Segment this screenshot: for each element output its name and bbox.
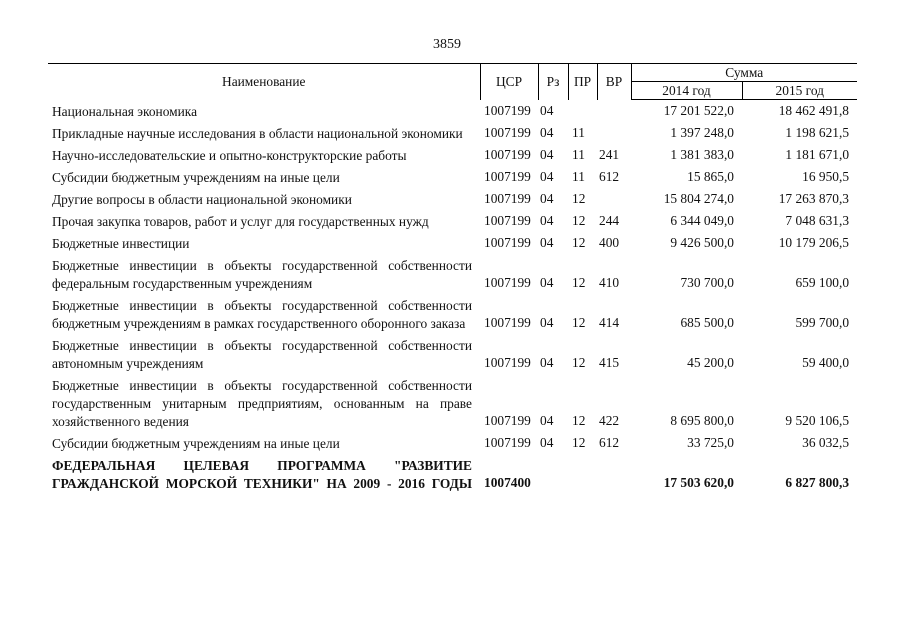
row-pr: 12 xyxy=(572,190,586,206)
table-row xyxy=(48,188,857,210)
row-amount-2014: 17 503 620,0 xyxy=(663,474,734,490)
row-amount-2014: 9 426 500,0 xyxy=(670,234,734,250)
table-row xyxy=(48,254,857,294)
row-vr: 410 xyxy=(599,274,620,290)
row-csr: 1007199 xyxy=(484,146,531,162)
row-amount-2014: 45 200,0 xyxy=(687,354,734,370)
row-pr: 12 xyxy=(572,234,586,250)
row-pr xyxy=(568,100,597,122)
row-vr xyxy=(597,100,631,122)
row-pr xyxy=(568,454,597,494)
row-amount-2015: 36 032,5 xyxy=(802,434,850,450)
row-name: Научно-исследовательские и опытно-конструкторские работы xyxy=(52,147,407,163)
row-amount-2015: 6 827 800,3 xyxy=(785,474,850,490)
row-csr: 1007199 xyxy=(484,234,531,250)
row-vr: 244 xyxy=(599,212,620,228)
header-csr: ЦСР xyxy=(480,64,538,100)
row-vr: 612 xyxy=(599,434,620,450)
row-csr: 1007199 xyxy=(484,190,531,206)
page-number: 3859 xyxy=(433,37,461,52)
row-name: Другие вопросы в области национальной экономики xyxy=(52,191,352,207)
table-header xyxy=(48,64,857,100)
row-pr: 12 xyxy=(572,212,586,228)
row-vr: 400 xyxy=(599,234,620,250)
row-rz: 04 xyxy=(540,274,554,290)
header-sum: Сумма xyxy=(631,64,857,82)
row-pr: 12 xyxy=(572,434,586,450)
header-vr: ВР xyxy=(597,64,631,100)
row-rz: 04 xyxy=(540,168,554,184)
row-csr: 1007199 xyxy=(484,274,531,290)
row-amount-2015: 17 263 870,3 xyxy=(778,190,850,206)
row-pr: 11 xyxy=(572,168,585,184)
header-pr: ПР xyxy=(568,64,597,100)
row-rz: 04 xyxy=(540,190,554,206)
row-amount-2015: 7 048 631,3 xyxy=(785,212,850,228)
row-name: Бюджетные инвестиции в объекты государственной собственности автономным учреждениям xyxy=(52,337,472,371)
row-csr: 1007199 xyxy=(484,314,531,330)
budget-table-container xyxy=(48,63,857,494)
row-rz: 04 xyxy=(540,212,554,228)
row-vr xyxy=(597,188,631,210)
budget-table xyxy=(48,63,857,494)
row-amount-2014: 6 344 049,0 xyxy=(670,212,734,228)
row-amount-2015: 59 400,0 xyxy=(802,354,850,370)
header-name: Наименование xyxy=(48,64,480,100)
row-amount-2014: 685 500,0 xyxy=(680,314,734,330)
row-rz: 04 xyxy=(540,102,554,118)
table-row xyxy=(48,232,857,254)
row-amount-2014: 1 397 248,0 xyxy=(670,124,734,140)
row-amount-2015: 1 181 671,0 xyxy=(785,146,850,162)
row-rz: 04 xyxy=(540,412,554,428)
row-pr: 12 xyxy=(572,274,586,290)
row-csr: 1007199 xyxy=(484,354,531,370)
row-csr: 1007199 xyxy=(484,212,531,228)
row-name: Субсидии бюджетным учреждениям на иные цели xyxy=(52,169,340,185)
table-row xyxy=(48,122,857,144)
row-vr: 414 xyxy=(599,314,620,330)
row-vr: 612 xyxy=(599,168,620,184)
row-vr: 241 xyxy=(599,146,620,162)
row-amount-2014: 8 695 800,0 xyxy=(670,412,734,428)
header-year-2015: 2015 год xyxy=(742,82,857,100)
row-csr: 1007199 xyxy=(484,102,531,118)
row-amount-2014: 15 804 274,0 xyxy=(663,190,734,206)
row-vr xyxy=(597,122,631,144)
row-csr: 1007199 xyxy=(484,168,531,184)
table-body xyxy=(48,100,857,494)
table-row xyxy=(48,210,857,232)
row-rz: 04 xyxy=(540,434,554,450)
row-csr: 1007199 xyxy=(484,412,531,428)
row-amount-2014: 1 381 383,0 xyxy=(670,146,734,162)
row-csr: 1007400 xyxy=(484,474,531,490)
row-rz: 04 xyxy=(540,354,554,370)
row-name: Субсидии бюджетным учреждениям на иные цели xyxy=(52,435,340,451)
row-name: ФЕДЕРАЛЬНАЯ ЦЕЛЕВАЯ ПРОГРАММА "РАЗВИТИЕ ГРАЖДАНСКОЙ МОРСКОЙ ТЕХНИКИ" НА 2009 - 2016 ГОДЫ xyxy=(52,457,472,491)
row-pr: 11 xyxy=(572,124,585,140)
header-year-2014: 2014 год xyxy=(631,82,742,100)
row-name: Прикладные научные исследования в области национальной экономики xyxy=(52,125,463,141)
row-amount-2015: 18 462 491,8 xyxy=(778,102,850,118)
table-row xyxy=(48,144,857,166)
table-row xyxy=(48,294,857,334)
row-csr: 1007199 xyxy=(484,434,531,450)
table-row xyxy=(48,374,857,432)
table-row xyxy=(48,166,857,188)
row-pr: 12 xyxy=(572,412,586,428)
row-name: Национальная экономика xyxy=(52,103,198,119)
row-rz: 04 xyxy=(540,314,554,330)
row-name: Бюджетные инвестиции в объекты государственной собственности бюджетным учреждениям в рамках государственного оборонного заказа xyxy=(52,297,472,331)
row-rz xyxy=(538,454,568,494)
row-amount-2014: 730 700,0 xyxy=(680,274,734,290)
row-pr: 12 xyxy=(572,314,586,330)
row-amount-2014: 17 201 522,0 xyxy=(663,102,734,118)
row-name: Бюджетные инвестиции в объекты государственной собственности федеральным государственным учреждениям xyxy=(52,257,472,291)
header-rz: Рз xyxy=(538,64,568,100)
row-amount-2014: 33 725,0 xyxy=(687,434,734,450)
row-rz: 04 xyxy=(540,146,554,162)
row-rz: 04 xyxy=(540,124,554,140)
row-vr: 422 xyxy=(599,412,620,428)
table-row xyxy=(48,432,857,454)
row-rz: 04 xyxy=(540,234,554,250)
row-pr: 12 xyxy=(572,354,586,370)
row-amount-2015: 16 950,5 xyxy=(802,168,850,184)
row-vr xyxy=(597,454,631,494)
table-row xyxy=(48,334,857,374)
row-csr: 1007199 xyxy=(484,124,531,140)
row-name: Прочая закупка товаров, работ и услуг для государственных нужд xyxy=(52,213,429,229)
row-amount-2014: 15 865,0 xyxy=(687,168,734,184)
row-pr: 11 xyxy=(572,146,585,162)
row-amount-2015: 599 700,0 xyxy=(795,314,850,330)
row-name: Бюджетные инвестиции в объекты государственной собственности государственным унитарным предприятиям, основанным на праве хозяйственного ведения xyxy=(52,377,472,429)
row-vr: 415 xyxy=(599,354,620,370)
row-name: Бюджетные инвестиции xyxy=(52,235,190,251)
row-amount-2015: 9 520 106,5 xyxy=(785,412,850,428)
row-amount-2015: 1 198 621,5 xyxy=(785,124,850,140)
row-amount-2015: 10 179 206,5 xyxy=(778,234,850,250)
row-amount-2015: 659 100,0 xyxy=(795,274,850,290)
table-row xyxy=(48,100,857,122)
table-row xyxy=(48,454,857,494)
